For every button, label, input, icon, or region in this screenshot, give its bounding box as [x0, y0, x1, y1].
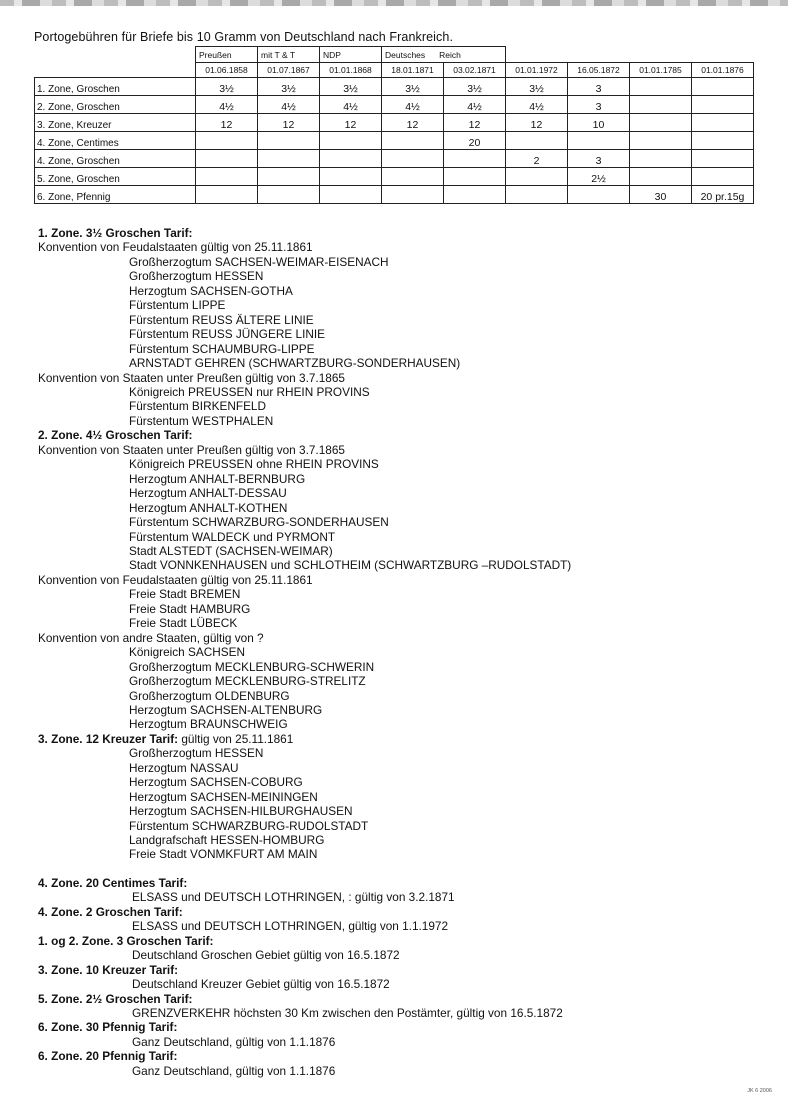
row-label: 4. Zone, Groschen	[35, 150, 196, 168]
state-entry: Freie Stadt VONMKFURT AM MAIN	[129, 847, 318, 862]
date-header: 01.01.1972	[506, 63, 568, 78]
tariff-heading: 3. Zone. 10 Kreuzer Tarif:	[38, 962, 179, 977]
state-entry: GRENZVERKEHR höchsten 30 Km zwischen den Postämter, gültig von 16.5.1872	[132, 1006, 563, 1021]
state-entry: Herzogtum BRAUNSCHWEIG	[129, 717, 288, 732]
column-group-label: Preußen	[199, 49, 232, 60]
column-group-header	[258, 47, 320, 63]
rate-cell	[196, 132, 258, 150]
rate-cell	[258, 186, 320, 204]
table-corner	[35, 47, 196, 63]
rate-cell: 4½	[320, 96, 382, 114]
empty-group-cell	[568, 47, 630, 63]
state-entry: Herzogtum SACHSEN-GOTHA	[129, 283, 293, 298]
rate-cell	[196, 186, 258, 204]
rate-cell: 3½	[506, 78, 568, 96]
rate-cell	[692, 96, 754, 114]
rate-cell	[568, 132, 630, 150]
state-entry: Großherzogtum MECKLENBURG-STRELITZ	[129, 674, 366, 689]
rate-cell	[692, 150, 754, 168]
rate-cell: 4½	[506, 96, 568, 114]
rate-cell	[196, 168, 258, 186]
column-group-header	[320, 47, 382, 63]
empty-group-cell	[692, 47, 754, 63]
table-row	[35, 168, 754, 186]
column-group-header	[382, 47, 506, 63]
rate-cell: 4½	[382, 96, 444, 114]
rate-cell: 3	[568, 78, 630, 96]
rate-cell: 4½	[258, 96, 320, 114]
tariff-notes	[38, 226, 778, 1078]
state-entry: Stadt ALSTEDT (SACHSEN-WEIMAR)	[129, 543, 333, 558]
state-entry: Fürstentum WESTPHALEN	[129, 413, 274, 428]
column-group-label: Deutsches	[385, 49, 426, 60]
date-header: 01.01.1876	[692, 63, 754, 78]
column-group-label: NDP	[323, 49, 341, 60]
state-entry: ELSASS und DEUTSCH LOTHRINGEN, : gültig von 3.2.1871	[132, 890, 455, 905]
state-entry: Fürstentum REUSS JÜNGERE LINIE	[129, 327, 326, 342]
rate-cell	[320, 186, 382, 204]
state-entry: Freie Stadt LÜBECK	[129, 616, 238, 631]
tariff-heading: 5. Zone. 2½ Groschen Tarif:	[38, 991, 193, 1006]
rate-cell	[444, 186, 506, 204]
state-entry: ARNSTADT GEHREN (SCHWARTZBURG-SONDERHAUSEN)	[129, 356, 461, 371]
column-group-label: Reich	[439, 49, 461, 60]
state-entry: Herzogtum SACHSEN-HILBURGHAUSEN	[129, 804, 353, 819]
rate-cell	[506, 186, 568, 204]
section-gap	[38, 862, 778, 876]
page-title: Portogebühren für Briefe bis 10 Gramm von Deutschland nach Frankreich.	[34, 30, 454, 44]
state-entry: Großherzogtum HESSEN	[129, 269, 264, 284]
rate-cell: 3	[568, 150, 630, 168]
date-header: 01.06.1858	[196, 63, 258, 78]
state-entry: Großherzogtum SACHSEN-WEIMAR-EISENACH	[129, 254, 389, 269]
state-entry: Freie Stadt HAMBURG	[129, 601, 251, 616]
rate-cell	[692, 132, 754, 150]
tariff-heading	[38, 732, 778, 746]
state-entry: Deutschland Groschen Gebiet gültig von 16.5.1872	[132, 948, 400, 963]
rate-cell: 2½	[568, 168, 630, 186]
rate-cell	[506, 132, 568, 150]
rate-cell	[692, 114, 754, 132]
state-entry: Herzogtum ANHALT-DESSAU	[129, 486, 287, 501]
rate-cell: 3½	[258, 78, 320, 96]
rate-cell: 12	[444, 114, 506, 132]
state-entry: Fürstentum LIPPE	[129, 298, 226, 313]
date-header: 01.07.1867	[258, 63, 320, 78]
table-row	[35, 186, 754, 204]
state-entry: Fürstentum BIRKENFELD	[129, 399, 267, 414]
state-entry: Ganz Deutschland, gültig von 1.1.1876	[132, 1063, 336, 1078]
date-header: 01.01.1785	[630, 63, 692, 78]
tariff-heading-bold: 3. Zone. 12 Kreuzer Tarif:	[38, 731, 179, 746]
rate-cell	[630, 114, 692, 132]
state-entry: Herzogtum ANHALT-KOTHEN	[129, 500, 288, 515]
state-entry: Großherzogtum HESSEN	[129, 746, 264, 761]
convention-line: Konvention von Feudalstaaten gültig von 25.11.1861	[38, 240, 313, 255]
tariff-heading: 1. og 2. Zone. 3 Groschen Tarif:	[38, 933, 214, 948]
state-entry: Landgrafschaft HESSEN-HOMBURG	[129, 833, 325, 848]
convention-line: Konvention von Staaten unter Preußen gültig von 3.7.1865	[38, 370, 345, 385]
rate-cell: 12	[258, 114, 320, 132]
rate-cell: 4½	[444, 96, 506, 114]
row-label: 4. Zone, Centimes	[35, 132, 196, 150]
rate-cell	[196, 150, 258, 168]
tariff-heading: 2. Zone. 4½ Groschen Tarif:	[38, 428, 193, 443]
tariff-heading: 4. Zone. 2 Groschen Tarif:	[38, 904, 183, 919]
row-label: 6. Zone, Pfennig	[35, 186, 196, 204]
rate-cell: 3	[568, 96, 630, 114]
date-header: 03.02.1871	[444, 63, 506, 78]
date-header: 01.01.1868	[320, 63, 382, 78]
date-header: 18.01.1871	[382, 63, 444, 78]
state-entry: Herzogtum NASSAU	[129, 760, 239, 775]
rate-cell	[382, 150, 444, 168]
table-corner	[35, 63, 196, 78]
state-entry: Fürstentum SCHAUMBURG-LIPPE	[129, 341, 315, 356]
convention-line: Konvention von Feudalstaaten gültig von 25.11.1861	[38, 572, 313, 587]
scan-stamp: JK 6 2006	[747, 1088, 772, 1094]
state-entry: Königreich PREUSSEN ohne RHEIN PROVINS	[129, 457, 379, 472]
rate-cell	[444, 150, 506, 168]
rate-cell	[444, 168, 506, 186]
rate-cell	[630, 132, 692, 150]
state-entry: Freie Stadt BREMEN	[129, 587, 241, 602]
column-group-label: mit T & T	[261, 49, 296, 60]
rate-cell: 4½	[196, 96, 258, 114]
state-entry: Herzogtum ANHALT-BERNBURG	[129, 471, 306, 486]
state-entry: Deutschland Kreuzer Gebiet gültig von 16.5.1872	[132, 977, 390, 992]
row-label: 2. Zone, Groschen	[35, 96, 196, 114]
rate-cell	[320, 168, 382, 186]
state-entry: Stadt VONNKENHAUSEN und SCHLOTHEIM (SCHWARTZBURG –RUDOLSTADT)	[129, 558, 572, 573]
date-header: 16.05.1872	[568, 63, 630, 78]
row-label: 1. Zone, Groschen	[35, 78, 196, 96]
rate-cell: 20	[444, 132, 506, 150]
state-entry: Fürstentum WALDECK und PYRMONT	[129, 529, 336, 544]
state-entry: Fürstentum REUSS ÄLTERE LINIE	[129, 312, 314, 327]
rate-cell	[258, 150, 320, 168]
rate-cell: 20 pr.15g	[692, 186, 754, 204]
rate-cell	[630, 168, 692, 186]
rate-cell: 12	[320, 114, 382, 132]
rate-cell: 3½	[444, 78, 506, 96]
tariff-heading: 4. Zone. 20 Centimes Tarif:	[38, 875, 188, 890]
table-row	[35, 114, 754, 132]
convention-line: Konvention von andre Staaten, gültig von ?	[38, 630, 264, 645]
state-entry: Ganz Deutschland, gültig von 1.1.1876	[132, 1034, 336, 1049]
column-group-header	[196, 47, 258, 63]
rate-cell	[692, 168, 754, 186]
empty-group-cell	[630, 47, 692, 63]
rate-cell	[258, 132, 320, 150]
rate-cell: 12	[196, 114, 258, 132]
rate-cell: 3½	[196, 78, 258, 96]
table-row	[35, 96, 754, 114]
rate-cell	[320, 150, 382, 168]
rate-cell: 12	[382, 114, 444, 132]
state-entry: Fürstentum SCHWARZBURG-SONDERHAUSEN	[129, 515, 389, 530]
tariff-heading-validity: gültig von 25.11.1861	[178, 731, 294, 746]
rate-cell	[630, 78, 692, 96]
postage-rate-table	[34, 46, 754, 204]
state-entry: Königreich SACHSEN	[129, 645, 246, 660]
rate-cell	[692, 78, 754, 96]
rate-cell: 10	[568, 114, 630, 132]
state-entry: Herzogtum SACHSEN-ALTENBURG	[129, 702, 323, 717]
tariff-heading: 1. Zone. 3½ Groschen Tarif:	[38, 226, 193, 240]
rate-cell: 3½	[320, 78, 382, 96]
tariff-heading: 6. Zone. 20 Pfennig Tarif:	[38, 1049, 178, 1064]
scan-edge	[0, 0, 788, 6]
rate-cell	[506, 168, 568, 186]
row-label: 3. Zone, Kreuzer	[35, 114, 196, 132]
rate-cell	[382, 186, 444, 204]
rate-cell	[630, 96, 692, 114]
state-entry: Königreich PREUSSEN nur RHEIN PROVINS	[129, 384, 370, 399]
table-row	[35, 78, 754, 96]
rate-cell	[258, 168, 320, 186]
state-entry: Herzogtum SACHSEN-MEININGEN	[129, 789, 318, 804]
state-entry: ELSASS und DEUTSCH LOTHRINGEN, gültig von 1.1.1972	[132, 919, 449, 934]
rate-cell: 12	[506, 114, 568, 132]
rate-cell	[630, 150, 692, 168]
rate-cell: 2	[506, 150, 568, 168]
tariff-heading: 6. Zone. 30 Pfennig Tarif:	[38, 1020, 178, 1035]
convention-line: Konvention von Staaten unter Preußen gültig von 3.7.1865	[38, 442, 345, 457]
table-row	[35, 150, 754, 168]
empty-group-cell	[506, 47, 568, 63]
state-entry: Großherzogtum OLDENBURG	[129, 688, 290, 703]
state-entry: Großherzogtum MECKLENBURG-SCHWERIN	[129, 659, 375, 674]
rate-cell	[382, 168, 444, 186]
state-entry: Fürstentum SCHWARZBURG-RUDOLSTADT	[129, 818, 369, 833]
rate-cell: 30	[630, 186, 692, 204]
row-label: 5. Zone, Groschen	[35, 168, 196, 186]
table-row	[35, 132, 754, 150]
rate-cell	[382, 132, 444, 150]
rate-cell: 3½	[382, 78, 444, 96]
state-entry: Herzogtum SACHSEN-COBURG	[129, 775, 303, 790]
rate-cell	[568, 186, 630, 204]
rate-cell	[320, 132, 382, 150]
